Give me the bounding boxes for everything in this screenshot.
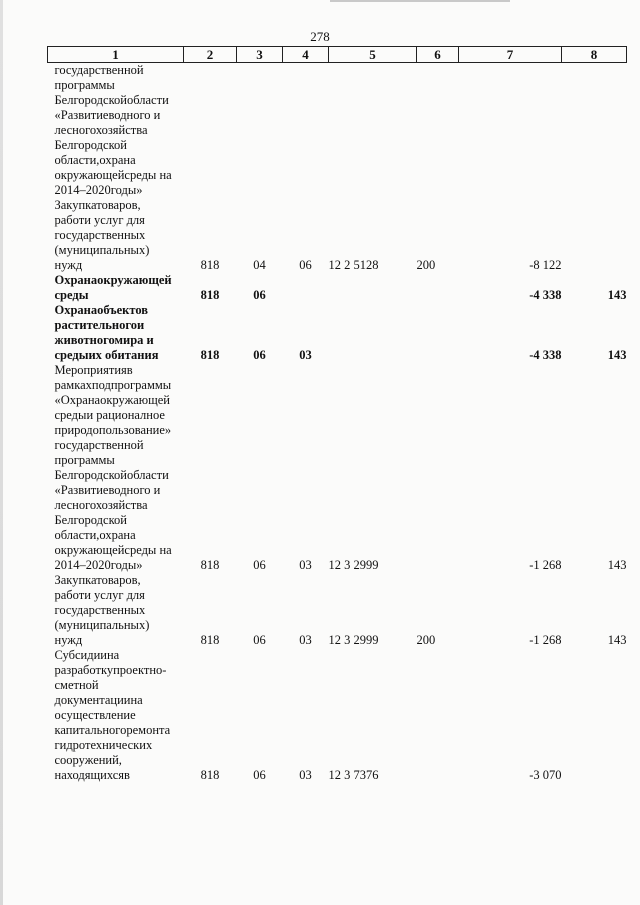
cell-c7: -1 268 <box>529 558 562 572</box>
row-name-line: «Развитиеводного и <box>54 483 161 497</box>
cell-c3: 04 <box>253 258 266 272</box>
cell-c4: 06 <box>299 258 312 272</box>
table-header-row <box>48 47 627 63</box>
cell-c7: -4 338 <box>529 288 562 302</box>
row-name-line: разработкупроектно- <box>54 663 167 677</box>
row-name-line: Белгородской <box>54 513 127 527</box>
row-name-line: государственных <box>54 228 146 242</box>
cell-c8 <box>562 63 627 274</box>
cell-c2: 818 <box>200 348 220 362</box>
column-header: 4 <box>283 47 329 63</box>
cell-c7: -8 122 <box>529 258 562 272</box>
column-header: 6 <box>417 47 459 63</box>
cell-c2: 818 <box>200 288 220 302</box>
cell-c8 <box>562 648 627 783</box>
cell-c2: 818 <box>200 558 220 572</box>
cell-c2: 818 <box>200 258 220 272</box>
row-name-line: программы <box>54 453 115 467</box>
cell-c3: 06 <box>253 288 266 302</box>
table-row <box>48 63 627 274</box>
cell-c4: 03 <box>299 633 312 647</box>
cell-c5: 12 2 5128 <box>328 258 379 272</box>
column-header: 1 <box>48 47 184 63</box>
column-header: 3 <box>237 47 283 63</box>
row-name-line: работи услуг для <box>54 588 145 602</box>
cell-c6 <box>417 363 459 573</box>
row-name-line: Мероприятияв <box>54 363 133 377</box>
row-name-line: 2014–2020годы» <box>54 183 143 197</box>
row-name-line: Субсидиина <box>54 648 120 662</box>
page-number: 278 <box>310 29 330 44</box>
row-name <box>48 63 184 274</box>
cell-c6: 200 <box>416 258 436 272</box>
row-name-line: государственной <box>54 438 144 452</box>
cell-c8: 143 <box>607 348 627 362</box>
row-name-line: осуществление <box>54 708 136 722</box>
row-name-line: находящихсяв <box>54 768 130 782</box>
row-name-line: (муниципальных) <box>54 243 150 257</box>
cell-c6: 200 <box>416 633 436 647</box>
row-name <box>48 648 184 783</box>
row-name-line: документациина <box>54 693 143 707</box>
column-header: 2 <box>184 47 237 63</box>
table-row <box>48 573 627 648</box>
row-name-line: работи услуг для <box>54 213 145 227</box>
cell-c5: 12 3 7376 <box>328 768 379 782</box>
table-row <box>48 363 627 573</box>
row-name <box>48 573 184 648</box>
row-name-line: области,охрана <box>54 528 136 542</box>
cell-c8: 143 <box>607 633 627 647</box>
scan-mark <box>330 0 510 2</box>
row-name-line: Белгородскойобласти <box>54 93 169 107</box>
row-name-line: Закупкатоваров, <box>54 198 141 212</box>
row-name-line: лесногохозяйства <box>54 498 148 512</box>
row-name-line: «Развитиеводного и <box>54 108 161 122</box>
table-row <box>48 273 627 303</box>
cell-c3: 06 <box>253 348 266 362</box>
column-header: 8 <box>562 47 627 63</box>
row-name <box>48 363 184 573</box>
cell-c4: 03 <box>299 348 312 362</box>
budget-table <box>47 46 627 783</box>
row-name-line: рамкахподпрограммы <box>54 378 172 392</box>
cell-c6 <box>417 273 459 303</box>
row-name-line: (муниципальных) <box>54 618 150 632</box>
row-name <box>48 273 184 303</box>
row-name-line: окружающейсреды на <box>54 168 172 182</box>
cell-c3: 06 <box>253 558 266 572</box>
row-name-line: гидротехнических <box>54 738 153 752</box>
row-name-line: Белгородскойобласти <box>54 468 169 482</box>
row-name-line: Охранаобъектов <box>54 303 149 317</box>
row-name-line: растительногои <box>54 318 145 332</box>
row-name-line: «Охранаокружающей <box>54 393 170 407</box>
cell-c2: 818 <box>200 633 220 647</box>
row-name-line: средыи рационалное <box>54 408 165 422</box>
row-name-line: природопользование» <box>54 423 172 437</box>
cell-c7: -3 070 <box>529 768 562 782</box>
cell-c5 <box>329 303 417 363</box>
row-name-line: нужд <box>54 633 83 647</box>
cell-c5 <box>329 273 417 303</box>
cell-c7: -1 268 <box>529 633 562 647</box>
row-name-line: сооружений, <box>54 753 122 767</box>
cell-c3: 06 <box>253 768 266 782</box>
row-name-line: Охранаокружающей <box>54 273 172 287</box>
row-name-line: животногомира и <box>54 333 154 347</box>
table-row <box>48 303 627 363</box>
row-name-line: сметной <box>54 678 99 692</box>
column-header: 7 <box>459 47 562 63</box>
cell-c2: 818 <box>200 768 220 782</box>
row-name-line: государственных <box>54 603 146 617</box>
cell-c5: 12 3 2999 <box>328 558 379 572</box>
row-name-line: 2014–2020годы» <box>54 558 143 572</box>
column-header: 5 <box>329 47 417 63</box>
cell-c8: 143 <box>607 558 627 572</box>
row-name-line: среды <box>54 288 89 302</box>
row-name-line: окружающейсреды на <box>54 543 172 557</box>
row-name <box>48 303 184 363</box>
cell-c4: 03 <box>299 558 312 572</box>
cell-c8: 143 <box>607 288 627 302</box>
row-name-line: области,охрана <box>54 153 136 167</box>
table-row <box>48 648 627 783</box>
row-name-line: программы <box>54 78 115 92</box>
cell-c5: 12 3 2999 <box>328 633 379 647</box>
cell-c6 <box>417 648 459 783</box>
row-name-line: средыих обитания <box>54 348 159 362</box>
cell-c6 <box>417 303 459 363</box>
cell-c4: 03 <box>299 768 312 782</box>
row-name-line: Закупкатоваров, <box>54 573 141 587</box>
row-name-line: лесногохозяйства <box>54 123 148 137</box>
row-name-line: Белгородской <box>54 138 127 152</box>
row-name-line: государственной <box>54 63 144 77</box>
row-name-line: нужд <box>54 258 83 272</box>
cell-c7: -4 338 <box>529 348 562 362</box>
row-name-line: капитальногоремонта <box>54 723 171 737</box>
cell-c4 <box>283 273 329 303</box>
scan-edge <box>0 0 3 905</box>
cell-c3: 06 <box>253 633 266 647</box>
